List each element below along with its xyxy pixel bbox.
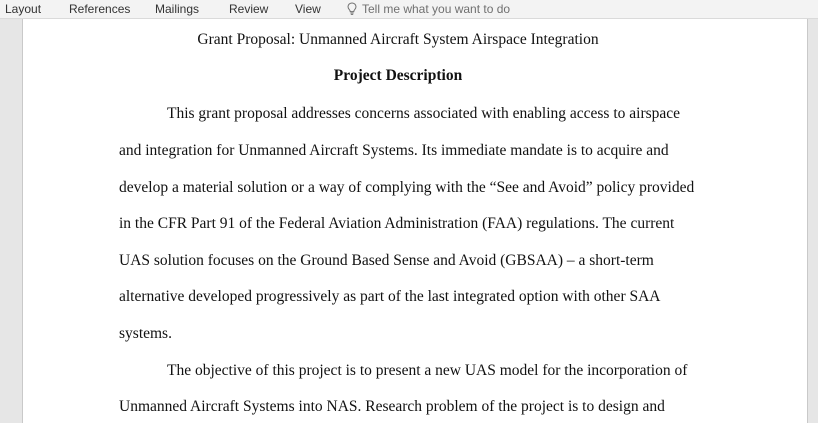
document-title: Grant Proposal: Unmanned Aircraft System Airspace Integration (197, 31, 599, 48)
document-canvas[interactable] (0, 19, 818, 423)
paragraph-line: develop a material solution or a way of complying with the “See and Avoid” policy provided (119, 179, 695, 196)
lightbulb-icon (347, 2, 357, 15)
tab-review[interactable]: Review (229, 2, 269, 16)
tell-me-search[interactable] (347, 2, 510, 16)
paragraph-line: The objective of this project is to present a new UAS model for the incorporation of (167, 362, 688, 379)
document-page[interactable] (22, 19, 808, 423)
tab-references[interactable]: References (69, 2, 131, 16)
tab-layout[interactable]: Layout (5, 2, 42, 16)
paragraph-line: and integration for Unmanned Aircraft Systems. Its immediate mandate is to acquire and (119, 142, 669, 159)
paragraph-line: alternative developed progressively as part of the last integrated option with other SAA (119, 288, 661, 305)
ribbon-tab-bar (0, 0, 818, 19)
paragraph-line: This grant proposal addresses concerns associated with enabling access to airspace (167, 105, 681, 122)
tell-me-placeholder: Tell me what you want to do (362, 2, 511, 16)
paragraph-line: systems. (119, 325, 172, 342)
paragraph-line: in the CFR Part 91 of the Federal Aviation Administration (FAA) regulations. The current (119, 215, 675, 232)
tab-view[interactable]: View (295, 2, 321, 16)
paragraph-line: Unmanned Aircraft Systems into NAS. Research problem of the project is to design and (119, 398, 665, 415)
tab-mailings[interactable]: Mailings (155, 2, 200, 16)
paragraph-line: UAS solution focuses on the Ground Based Sense and Avoid (GBSAA) – a short-term (119, 252, 654, 269)
section-heading: Project Description (333, 67, 463, 84)
